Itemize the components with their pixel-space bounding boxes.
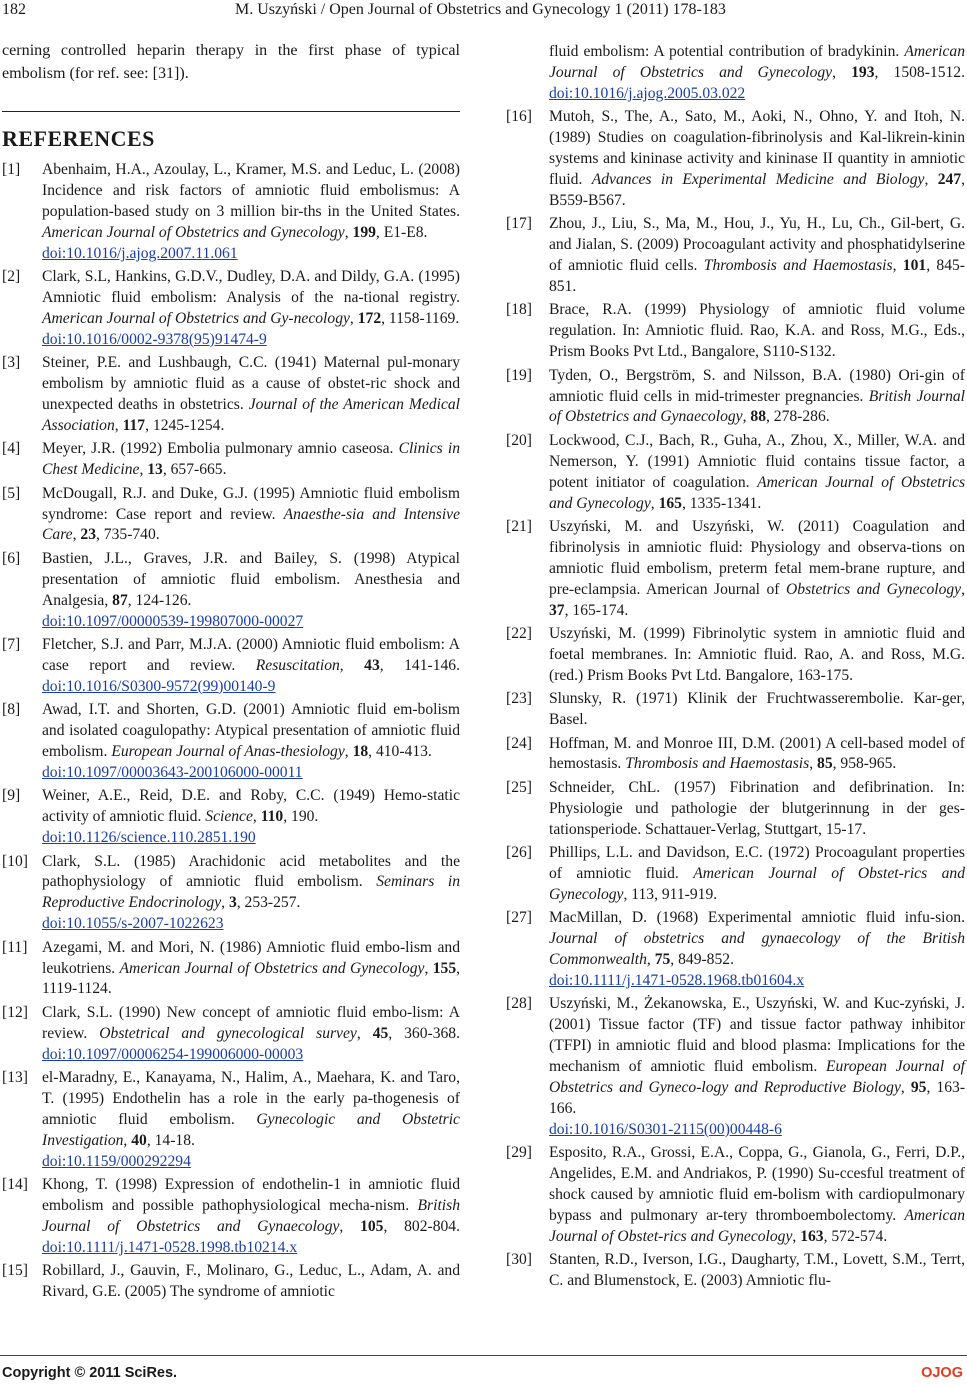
reference-text: Zhou, J., Liu, S., Ma, M., Hou, J., Yu, H., Lu, Ch., Gil-bert, G. and Jialan, S. (2009) Procoagulant activity and phosphatidylserine of amniotic fluid cells. Thrombosis and Haemostasis, 101, 845-851. — [549, 215, 965, 295]
reference-text: Esposito, R.A., Grossi, E.A., Coppa, G., Gianola, G., Ferri, D.P., Angelides, E.M. and Andriakos, P. (1990) Su-ccesful treatment of shock caused by amniotic fluid em-bolism with cardiopulmonary bypass and pulmonary ar-tery thromboembolectomy. American Journal of Obstet-rics and Gynecology, 163, 572-574. — [549, 1144, 965, 1245]
reference-text: Khong, T. (1998) Expression of endothelin-1 in amniotic fluid embolism and possible pathophysiological mecha-nism. British Journal of Obstetrics and Gynaecology, 105, 802-804. doi:10.1111/j.1471-0528.1998.tb10214.x — [42, 1176, 460, 1256]
doi-link[interactable]: doi:10.1097/00000539-199807000-00027 — [42, 612, 304, 630]
reference-item — [506, 1250, 965, 1292]
reference-number: [23] — [506, 690, 532, 708]
doi-link[interactable]: doi:10.1111/j.1471-0528.1968.tb01604.x — [549, 971, 805, 989]
reference-text: Phillips, L.L. and Davidson, E.C. (1972) Procoagulant properties of amniotic fluid. American Journal of Obstet-rics and Gynecology, 113, 911-919. — [549, 844, 965, 903]
reference-text: el-Maradny, E., Kanayama, N., Halim, A., Maehara, K. and Taro, T. (1995) Endothelin has a role in the early pa-thogenesis of amniotic fluid embolism. Gynecologic and Obstetric Investigation, 40, 14-18. doi:10.1159/000292294 — [42, 1068, 460, 1173]
reference-number: [22] — [506, 624, 532, 642]
reference-text: MacMillan, D. (1968) Experimental amniotic fluid infu-sion. Journal of obstetrics and gynaecology of the British Commonwealth, 75, 849-852. doi:10.1111/j.1471-0528.1968.tb01604.x — [549, 908, 965, 992]
reference-number: [26] — [506, 844, 532, 862]
reference-item — [2, 1175, 460, 1259]
reference-item — [506, 107, 965, 212]
reference-item — [506, 843, 965, 906]
reference-text: Clark, S.L. (1985) Arachidonic acid metabolites and the pathophysiology of amniotic fluid embolism. Seminars in Reproductive Endocrinology, 3, 253-257. doi:10.1055/s-2007-1022623 — [42, 852, 460, 936]
reference-text: Weiner, A.E., Reid, D.E. and Roby, C.C. (1949) Hemo-static activity of amniotic fluid. Science, 110, 190. doi:10.1126/science.110.2851.190 — [42, 786, 460, 849]
reference-item — [506, 734, 965, 776]
reference-item — [2, 549, 460, 633]
reference-number: [3] — [2, 354, 21, 372]
reference-number: [18] — [506, 301, 532, 319]
reference-number: [10] — [2, 852, 28, 870]
reference-number: [30] — [506, 1251, 532, 1269]
reference-text: Lockwood, C.J., Bach, R., Guha, A., Zhou, X., Miller, W.A. and Nemerson, Y. (1991) Amniotic fluid contains tissue factor, a potent initiator of coagulation. American Journal of Obstetrics and Gynecology, 165, 1335-1341. — [549, 431, 966, 512]
reference-item — [506, 214, 965, 298]
reference-text: McDougall, R.J. and Duke, G.J. (1995) Amniotic fluid embolism syndrome: Case report and review. Anaesthe-sia and Intensive Care, 23, 735-740. — [42, 484, 460, 544]
reference-item — [506, 517, 965, 622]
doi-link[interactable]: doi:10.1016/j.ajog.2005.03.022 — [549, 84, 746, 102]
reference-number: [7] — [2, 635, 21, 653]
reference-text: Steiner, P.E. and Lushbaugh, C.C. (1941) Maternal pul-monary embolism by amniotic fluid as a cause of obstet-ric shock and unexpected deaths in obstetrics. Journal of the American Medical Association, 117, 1245-1254. — [42, 354, 460, 434]
reference-list-left — [2, 160, 460, 1303]
reference-number: [28] — [506, 995, 532, 1013]
reference-number: [20] — [506, 431, 532, 449]
reference-item — [506, 431, 965, 515]
reference-number: [13] — [2, 1069, 28, 1087]
reference-item — [2, 1068, 460, 1173]
reference-item — [2, 1261, 460, 1303]
reference-text: Robillard, J., Gauvin, F., Molinaro, G., Leduc, L., Adam, A. and Rivard, G.E. (2005) The syndrome of amniotic — [42, 1262, 460, 1301]
reference-item — [2, 852, 460, 936]
reference-text: Abenhaim, H.A., Azoulay, L., Kramer, M.S. and Leduc, L. (2008) Incidence and risk factors of amniotic fluid embolismus: A population-based study on 3 million bir-ths in the United States. American Journal of Obstetrics and Gynecology, 199, E1-E8. doi:10.1016/j.ajog.2007.11.061 — [42, 160, 460, 265]
reference-number: [1] — [2, 161, 21, 178]
reference-item — [506, 624, 965, 687]
reference-item — [506, 366, 965, 429]
reference-number: [9] — [2, 787, 21, 805]
reference-text: Tyden, O., Bergström, S. and Nilsson, B.A. (1980) Ori-gin of amniotic fluid cells in mid-trimester pregnancies. British Journal of Obstetrics and Gynaecology, 88, 278-286. — [549, 366, 965, 426]
reference-item — [2, 267, 460, 351]
reference-list-right — [506, 42, 965, 1292]
reference-item — [2, 635, 460, 698]
running-head: M. Uszyński / Open Journal of Obstetrics and Gynecology 1 (2011) 178-183 — [235, 1, 726, 18]
page-number: 182 — [2, 1, 26, 18]
reference-number: [24] — [506, 734, 532, 752]
reference-item — [506, 994, 965, 1140]
reference-number: [6] — [2, 549, 21, 567]
reference-number: [29] — [506, 1144, 532, 1162]
reference-item — [506, 300, 965, 363]
footer-divider — [0, 1355, 967, 1356]
reference-item — [2, 938, 460, 1001]
section-divider — [2, 111, 460, 112]
reference-text: Uszyński, M. and Uszyński, W. (2011) Coagulation and fibrinolysis in amniotic fluid: Physiology and observa-tions on amniotic fluid embolism, preterm fetal mem-brane rupture, and pre-eclampsia. American Journal of Obstetrics and Gynecology, 37, 165-174. — [549, 517, 966, 619]
reference-text: Schneider, ChL. (1957) Fibrination and defibrination. In: Physiologie und pathologie der blutgerinnung in der ges-tationsperiode. Schattauer-Verlag, Stuttgart, 15-17. — [549, 778, 965, 838]
doi-link[interactable]: doi:10.1126/science.110.2851.190 — [42, 829, 256, 847]
reference-text: Brace, R.A. (1999) Physiology of amniotic fluid volume regulation. In: Amniotic fluid. Rao, K.A. and Ross, M.G., Eds., Prism Books Pvt Ltd., Bangalore, S110-S132. — [549, 301, 965, 361]
reference-text: Bastien, J.L., Graves, J.R. and Bailey, S. (1998) Atypical presentation of amniotic fluid embolism. Anesthesia and Analgesia, 87, 124-126. doi:10.1097/00000539-199807000-00027 — [42, 549, 460, 633]
reference-text: Fletcher, S.J. and Parr, M.J.A. (2000) Amniotic fluid embolism: A case report and review. Resuscitation, 43, 141-146. doi:10.1016/S0300-9572(99)00140-9 — [42, 635, 461, 695]
reference-number: [27] — [506, 909, 532, 927]
doi-link[interactable]: doi:10.1055/s-2007-1022623 — [42, 915, 224, 933]
reference-item — [506, 689, 965, 731]
doi-link[interactable]: doi:10.1111/j.1471-0528.1998.tb10214.x — [42, 1238, 298, 1256]
reference-text: Hoffman, M. and Monroe III, D.M. (2001) A cell-based model of hemostasis. Thrombosis and Haemostasis, 85, 958-965. — [549, 734, 965, 773]
journal-abbreviation: OJOG — [921, 1365, 963, 1381]
reference-item — [2, 484, 460, 547]
doi-link[interactable]: doi:10.1097/00003643-200106000-00011 — [42, 763, 303, 781]
reference-number: [14] — [2, 1176, 28, 1194]
reference-number: [8] — [2, 701, 21, 719]
references-heading: REFERENCES — [2, 126, 155, 151]
reference-text: Slunsky, R. (1971) Klinik der Fruchtwasserembolie. Kar-ger, Basel. — [549, 690, 965, 729]
copyright-notice: Copyright © 2011 SciRes. — [2, 1365, 178, 1381]
reference-item — [2, 700, 460, 784]
doi-link[interactable]: doi:10.1159/000292294 — [42, 1152, 191, 1170]
reference-number: [11] — [2, 938, 28, 956]
reference-text: Clark, S.L, Hankins, G.D.V., Dudley, D.A. and Dildy, G.A. (1995) Amniotic fluid embolism: Analysis of the na-tional registry. American Journal of Obstetrics and Gy-necology, 172, 1158-1169. doi:10.1016/0002-9378(95)91474-9 — [42, 267, 460, 351]
reference-number: [12] — [2, 1003, 28, 1021]
reference-item — [2, 160, 460, 265]
reference-item — [506, 778, 965, 841]
reference-item — [2, 439, 460, 481]
reference-text: Mutoh, S., The, A., Sato, M., Aoki, N., Ohno, Y. and Itoh, N. (1989) Studies on coagulation-fibrinolysis and Kal-likrein-kinin systems and kininase activity and kininase II quantity in amniotic fluid. Advances in Experimental Medicine and Biology, 247, B559-B567. — [549, 108, 966, 209]
reference-number: [4] — [2, 440, 21, 458]
reference-number: [19] — [506, 366, 532, 384]
left-column — [2, 40, 460, 1306]
reference-text: Azegami, M. and Mori, N. (1986) Amniotic fluid embo-lism and leukotriens. American Journal of Obstetrics and Gynecology, 155, 1119-1124. — [42, 938, 461, 998]
reference-item — [506, 42, 965, 105]
doi-link[interactable]: doi:10.1016/0002-9378(95)91474-9 — [42, 330, 267, 348]
intro-paragraph: cerning controlled heparin therapy in the first phase of typical embolism (for ref. see: [31]). — [2, 42, 460, 82]
reference-number: [2] — [2, 268, 21, 286]
reference-item — [2, 786, 460, 849]
doi-link[interactable]: doi:10.1016/j.ajog.2007.11.061 — [42, 244, 238, 262]
right-column — [506, 42, 965, 1295]
reference-number: [15] — [2, 1262, 28, 1280]
doi-link[interactable]: doi:10.1016/S0301-2115(00)00448-6 — [549, 1120, 782, 1138]
reference-item — [2, 1003, 460, 1066]
reference-text: Uszyński, M. (1999) Fibrinolytic system in amniotic fluid and foetal membranes. In: Amniotic fluid. Rao, A. and Ross, M.G. (red.) Prism Books Pvt Ltd. Bangalore, 163-175. — [549, 624, 965, 684]
reference-number: [16] — [506, 108, 532, 126]
reference-text: Awad, I.T. and Shorten, G.D. (2001) Amniotic fluid em-bolism and isolated coagulopathy: Atypical presentation of amniotic fluid embolism. European Journal of Anas-thesiology, 18, 410-413. doi:10.1097/00003643-200106000-00011 — [42, 700, 460, 784]
reference-number: [17] — [506, 215, 532, 233]
reference-number: [21] — [506, 517, 532, 535]
reference-item — [2, 353, 460, 437]
doi-link[interactable]: doi:10.1016/S0300-9572(99)00140-9 — [42, 677, 276, 695]
reference-number: [25] — [506, 778, 532, 796]
reference-text: Stanten, R.D., Iverson, I.G., Daugharty, T.M., Lovett, S.M., Terrt, C. and Blumenstock, E. (2003) Amniotic flu- — [549, 1251, 965, 1290]
page-header — [0, 0, 967, 28]
doi-link[interactable]: doi:10.1097/00006254-199006000-00003 — [42, 1045, 304, 1063]
reference-text: Meyer, J.R. (1992) Embolia pulmonary amnio caseosa. Clinics in Chest Medicine, 13, 657-665. — [42, 440, 460, 479]
reference-number: [5] — [2, 484, 21, 502]
reference-item — [506, 1143, 965, 1248]
reference-item — [506, 908, 965, 992]
reference-text: Uszyński, M., Żekanowska, E., Uszyński, W. and Kuc-zyński, J. (2001) Tissue factor (TF) and tissue factor pathway inhibitor (TFPI) in amniotic fluid and blood plasma: Implications for the mechanism of amniotic fluid embolism. European Journal of Obstetrics and Gyneco-logy and Reproductive Biology, 95, 163-166. doi:10.1016/S0301-2115(00)00448-6 — [549, 994, 965, 1140]
reference-text: Clark, S.L. (1990) New concept of amniotic fluid embo-lism: A review. Obstetrical and gynecological survey, 45, 360-368. doi:10.1097/00006254-199006000-00003 — [42, 1003, 461, 1063]
reference-text: fluid embolism: A potential contribution of bradykinin. American Journal of Obstetrics and Gynecology, 193, 1508-1512. doi:10.1016/j.ajog.2005.03.022 — [549, 43, 966, 102]
